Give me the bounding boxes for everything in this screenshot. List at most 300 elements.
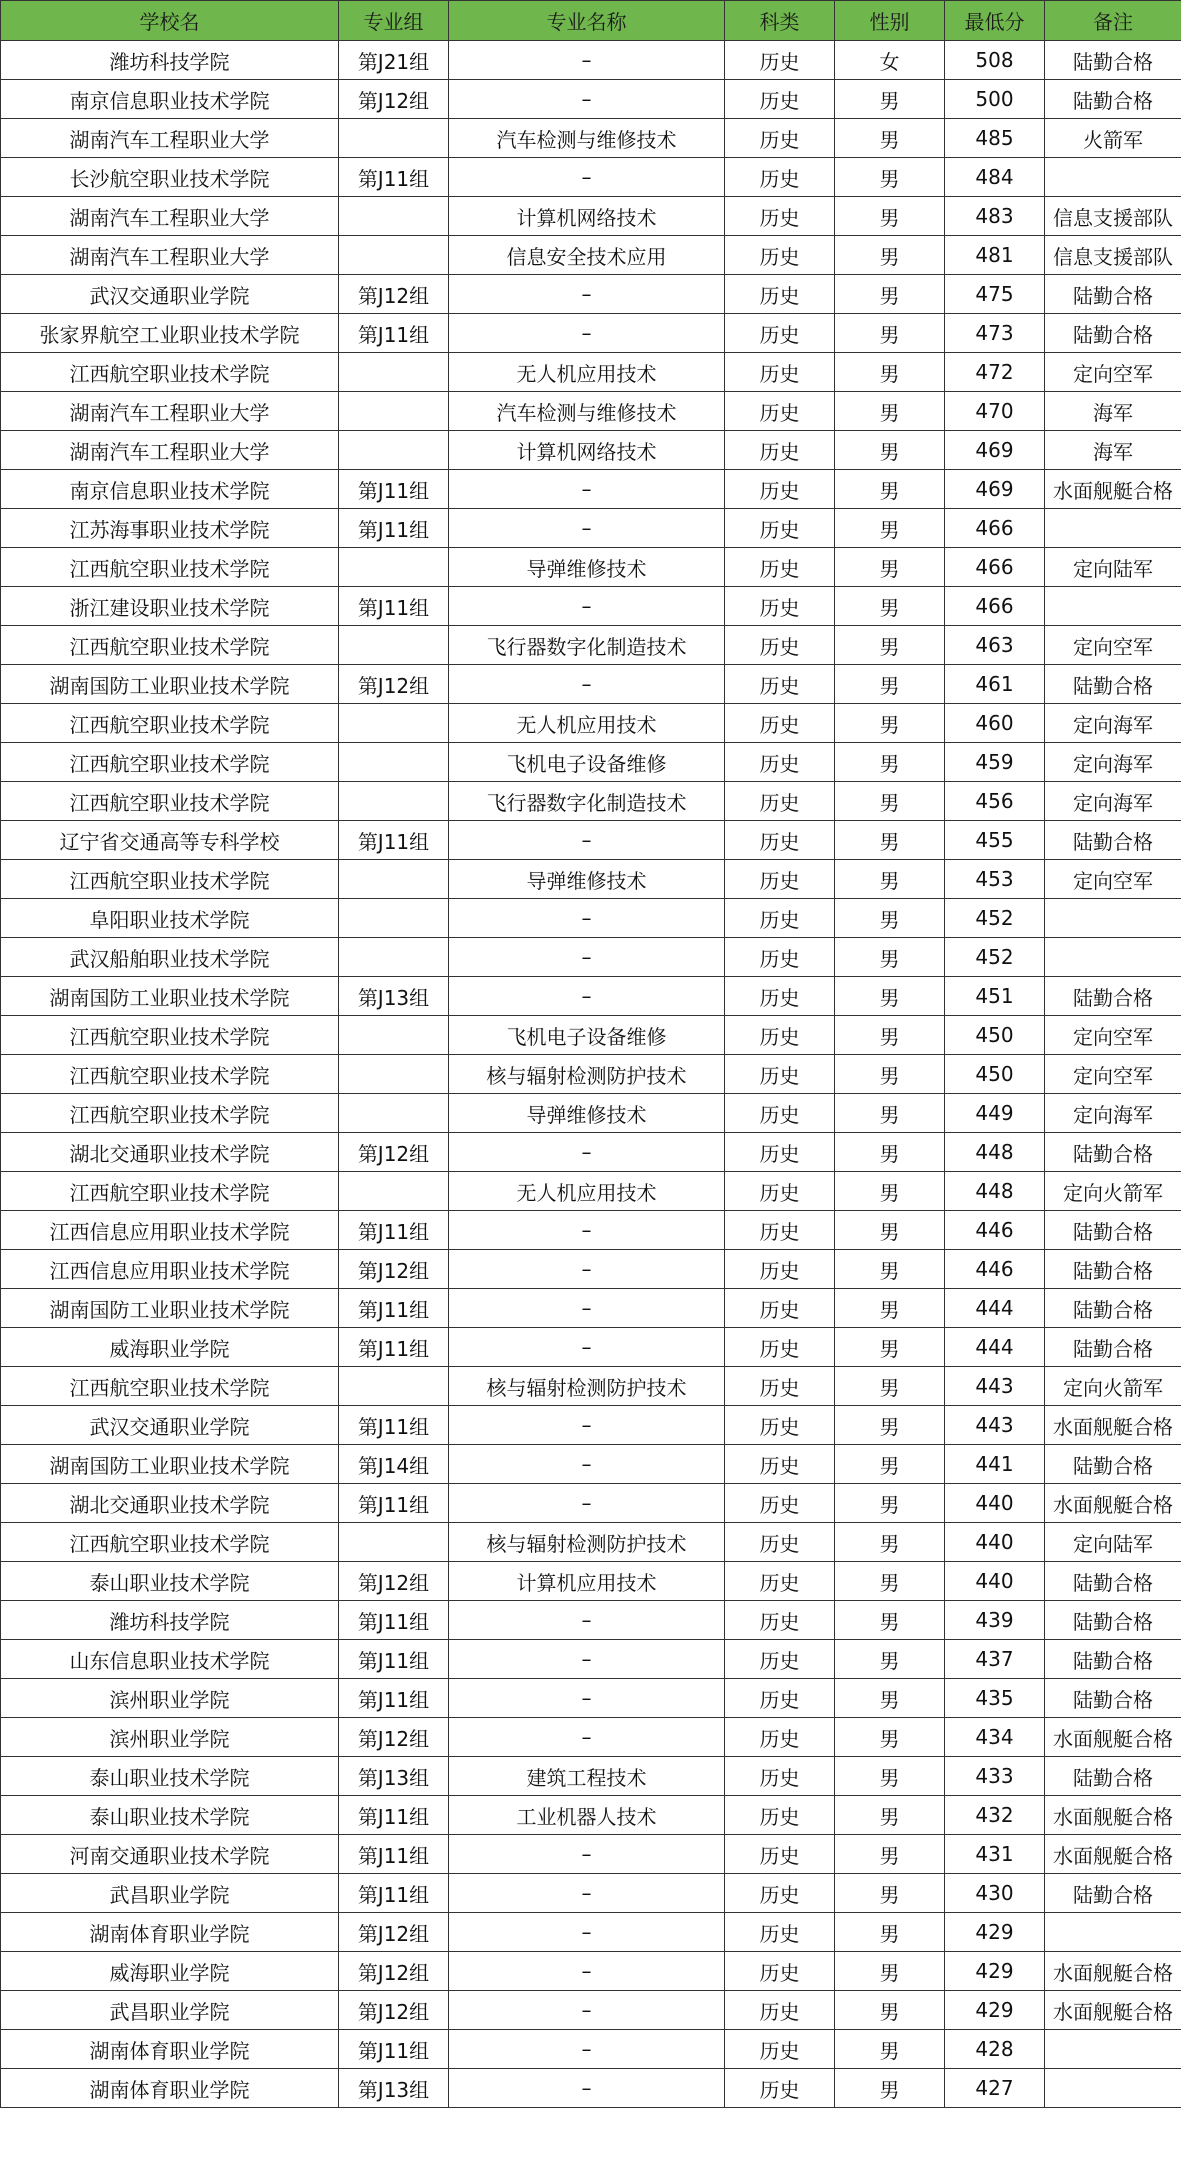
cell-min-score: 483 (945, 197, 1045, 236)
cell-major-name: – (449, 665, 725, 704)
cell-major-group: 第J11组 (339, 1406, 449, 1445)
cell-major-name: – (449, 938, 725, 977)
cell-subject: 历史 (725, 665, 835, 704)
cell-subject: 历史 (725, 392, 835, 431)
cell-subject: 历史 (725, 1328, 835, 1367)
header-school: 学校名 (1, 1, 339, 41)
table-row (1, 431, 1181, 470)
table-row (1, 587, 1181, 626)
cell-min-score: 472 (945, 353, 1045, 392)
header-gender: 性别 (835, 1, 945, 41)
cell-school: 泰山职业技术学院 (1, 1562, 339, 1601)
cell-min-score: 446 (945, 1250, 1045, 1289)
table-row (1, 899, 1181, 938)
cell-major-group: 第J11组 (339, 821, 449, 860)
cell-min-score: 449 (945, 1094, 1045, 1133)
cell-remarks: 定向空军 (1045, 860, 1181, 899)
cell-school: 湖南国防工业职业技术学院 (1, 1445, 339, 1484)
cell-school: 山东信息职业技术学院 (1, 1640, 339, 1679)
cell-gender: 男 (835, 431, 945, 470)
table-row (1, 1094, 1181, 1133)
cell-school: 河南交通职业技术学院 (1, 1835, 339, 1874)
cell-remarks: 水面舰艇合格 (1045, 1406, 1181, 1445)
cell-min-score: 434 (945, 1718, 1045, 1757)
cell-major-name: – (449, 41, 725, 80)
cell-gender: 男 (835, 1484, 945, 1523)
header-remarks: 备注 (1045, 1, 1181, 41)
cell-gender: 女 (835, 41, 945, 80)
cell-major-name: – (449, 1874, 725, 1913)
cell-major-name: – (449, 1250, 725, 1289)
cell-gender: 男 (835, 821, 945, 860)
table-row (1, 509, 1181, 548)
cell-gender: 男 (835, 353, 945, 392)
cell-remarks: 陆勤合格 (1045, 275, 1181, 314)
cell-school: 长沙航空职业技术学院 (1, 158, 339, 197)
cell-school: 江西航空职业技术学院 (1, 860, 339, 899)
table-row (1, 1445, 1181, 1484)
cell-min-score: 466 (945, 548, 1045, 587)
cell-remarks: 水面舰艇合格 (1045, 1991, 1181, 2030)
cell-major-group: 第J11组 (339, 587, 449, 626)
cell-min-score: 484 (945, 158, 1045, 197)
cell-subject: 历史 (725, 509, 835, 548)
cell-min-score: 439 (945, 1601, 1045, 1640)
cell-school: 湖南体育职业学院 (1, 2069, 339, 2108)
cell-gender: 男 (835, 119, 945, 158)
cell-school: 辽宁省交通高等专科学校 (1, 821, 339, 860)
cell-gender: 男 (835, 860, 945, 899)
cell-school: 湖南汽车工程职业大学 (1, 392, 339, 431)
table-row (1, 236, 1181, 275)
cell-major-group (339, 1055, 449, 1094)
cell-gender: 男 (835, 626, 945, 665)
cell-major-name: – (449, 1991, 725, 2030)
table-row (1, 1133, 1181, 1172)
cell-min-score: 448 (945, 1172, 1045, 1211)
cell-gender: 男 (835, 1679, 945, 1718)
cell-remarks: 水面舰艇合格 (1045, 470, 1181, 509)
cell-major-group: 第J12组 (339, 1952, 449, 1991)
cell-remarks: 陆勤合格 (1045, 1445, 1181, 1484)
cell-major-name: 飞机电子设备维修 (449, 743, 725, 782)
table-row (1, 1991, 1181, 2030)
cell-major-group: 第J11组 (339, 1601, 449, 1640)
cell-min-score: 430 (945, 1874, 1045, 1913)
cell-major-name: – (449, 2030, 725, 2069)
cell-major-group: 第J11组 (339, 1874, 449, 1913)
table-row (1, 821, 1181, 860)
cell-major-group: 第J11组 (339, 1211, 449, 1250)
cell-subject: 历史 (725, 1211, 835, 1250)
table-row (1, 1640, 1181, 1679)
cell-major-group (339, 704, 449, 743)
cell-school: 江西航空职业技术学院 (1, 1172, 339, 1211)
cell-major-group (339, 1523, 449, 1562)
cell-gender: 男 (835, 1094, 945, 1133)
cell-gender: 男 (835, 2030, 945, 2069)
cell-remarks: 定向陆军 (1045, 548, 1181, 587)
cell-min-score: 456 (945, 782, 1045, 821)
cell-major-group: 第J12组 (339, 1913, 449, 1952)
cell-gender: 男 (835, 470, 945, 509)
cell-subject: 历史 (725, 1523, 835, 1562)
cell-school: 湖北交通职业技术学院 (1, 1133, 339, 1172)
cell-subject: 历史 (725, 548, 835, 587)
table-row (1, 392, 1181, 431)
cell-major-name: – (449, 899, 725, 938)
cell-gender: 男 (835, 1874, 945, 1913)
cell-subject: 历史 (725, 1133, 835, 1172)
cell-remarks: 定向海军 (1045, 782, 1181, 821)
cell-subject: 历史 (725, 1952, 835, 1991)
cell-major-group: 第J12组 (339, 80, 449, 119)
cell-subject: 历史 (725, 782, 835, 821)
cell-major-name: – (449, 1328, 725, 1367)
cell-remarks: 火箭军 (1045, 119, 1181, 158)
cell-major-name: 飞行器数字化制造技术 (449, 626, 725, 665)
cell-remarks (1045, 587, 1181, 626)
cell-major-name: 核与辐射检测防护技术 (449, 1523, 725, 1562)
cell-min-score: 444 (945, 1328, 1045, 1367)
cell-school: 江西信息应用职业技术学院 (1, 1211, 339, 1250)
cell-school: 武昌职业学院 (1, 1991, 339, 2030)
cell-gender: 男 (835, 509, 945, 548)
cell-major-name: 飞机电子设备维修 (449, 1016, 725, 1055)
table-row (1, 743, 1181, 782)
table-row (1, 704, 1181, 743)
cell-major-name: – (449, 1211, 725, 1250)
cell-major-group (339, 1094, 449, 1133)
cell-gender: 男 (835, 1328, 945, 1367)
table-row (1, 1250, 1181, 1289)
cell-major-group (339, 431, 449, 470)
cell-gender: 男 (835, 548, 945, 587)
cell-major-group: 第J13组 (339, 1757, 449, 1796)
cell-school: 湖南国防工业职业技术学院 (1, 665, 339, 704)
cell-gender: 男 (835, 197, 945, 236)
cell-subject: 历史 (725, 860, 835, 899)
cell-min-score: 448 (945, 1133, 1045, 1172)
cell-major-name: 计算机网络技术 (449, 197, 725, 236)
cell-major-group: 第J12组 (339, 1133, 449, 1172)
cell-school: 南京信息职业技术学院 (1, 80, 339, 119)
cell-remarks: 陆勤合格 (1045, 1601, 1181, 1640)
cell-subject: 历史 (725, 743, 835, 782)
cell-remarks (1045, 509, 1181, 548)
cell-subject: 历史 (725, 1874, 835, 1913)
cell-remarks (1045, 1913, 1181, 1952)
cell-school: 南京信息职业技术学院 (1, 470, 339, 509)
cell-major-group: 第J12组 (339, 665, 449, 704)
table-row (1, 1757, 1181, 1796)
cell-subject: 历史 (725, 1601, 835, 1640)
cell-school: 湖北交通职业技术学院 (1, 1484, 339, 1523)
cell-school: 湖南汽车工程职业大学 (1, 197, 339, 236)
table-row (1, 1835, 1181, 1874)
cell-min-score: 455 (945, 821, 1045, 860)
cell-gender: 男 (835, 1445, 945, 1484)
cell-gender: 男 (835, 743, 945, 782)
cell-major-name: 无人机应用技术 (449, 353, 725, 392)
cell-gender: 男 (835, 938, 945, 977)
cell-major-group (339, 938, 449, 977)
cell-school: 湖南汽车工程职业大学 (1, 236, 339, 275)
cell-school: 江西航空职业技术学院 (1, 1523, 339, 1562)
cell-major-name: 导弹维修技术 (449, 1094, 725, 1133)
cell-remarks: 陆勤合格 (1045, 1562, 1181, 1601)
cell-major-name: – (449, 1484, 725, 1523)
table-row (1, 41, 1181, 80)
cell-min-score: 429 (945, 1991, 1045, 2030)
cell-school: 滨州职业学院 (1, 1679, 339, 1718)
cell-major-group: 第J21组 (339, 41, 449, 80)
cell-major-name: 飞行器数字化制造技术 (449, 782, 725, 821)
cell-min-score: 452 (945, 938, 1045, 977)
cell-subject: 历史 (725, 1406, 835, 1445)
cell-remarks: 陆勤合格 (1045, 977, 1181, 1016)
table-row (1, 1601, 1181, 1640)
table-row (1, 1796, 1181, 1835)
table-row (1, 1913, 1181, 1952)
cell-major-group: 第J13组 (339, 2069, 449, 2108)
cell-remarks: 陆勤合格 (1045, 1874, 1181, 1913)
cell-remarks (1045, 158, 1181, 197)
cell-school: 潍坊科技学院 (1, 41, 339, 80)
cell-major-name: 信息安全技术应用 (449, 236, 725, 275)
cell-school: 江西航空职业技术学院 (1, 353, 339, 392)
cell-subject: 历史 (725, 1991, 835, 2030)
cell-subject: 历史 (725, 236, 835, 275)
cell-major-group: 第J11组 (339, 1835, 449, 1874)
cell-subject: 历史 (725, 1016, 835, 1055)
cell-major-group (339, 548, 449, 587)
cell-subject: 历史 (725, 2069, 835, 2108)
cell-min-score: 508 (945, 41, 1045, 80)
cell-gender: 男 (835, 782, 945, 821)
cell-min-score: 451 (945, 977, 1045, 1016)
cell-min-score: 463 (945, 626, 1045, 665)
cell-major-group (339, 236, 449, 275)
cell-gender: 男 (835, 158, 945, 197)
cell-gender: 男 (835, 1289, 945, 1328)
cell-min-score: 453 (945, 860, 1045, 899)
cell-remarks (1045, 2030, 1181, 2069)
cell-remarks: 陆勤合格 (1045, 314, 1181, 353)
cell-min-score: 459 (945, 743, 1045, 782)
cell-remarks: 海军 (1045, 431, 1181, 470)
cell-school: 江西航空职业技术学院 (1, 1055, 339, 1094)
cell-major-name: – (449, 314, 725, 353)
cell-min-score: 435 (945, 1679, 1045, 1718)
table-row (1, 1016, 1181, 1055)
cell-subject: 历史 (725, 821, 835, 860)
cell-gender: 男 (835, 1991, 945, 2030)
cell-subject: 历史 (725, 1796, 835, 1835)
table-row (1, 1562, 1181, 1601)
table-row (1, 158, 1181, 197)
cell-subject: 历史 (725, 1367, 835, 1406)
cell-school: 潍坊科技学院 (1, 1601, 339, 1640)
cell-major-group (339, 860, 449, 899)
cell-subject: 历史 (725, 158, 835, 197)
cell-school: 湖南汽车工程职业大学 (1, 119, 339, 158)
cell-min-score: 450 (945, 1016, 1045, 1055)
cell-subject: 历史 (725, 1250, 835, 1289)
cell-major-group (339, 899, 449, 938)
table-row (1, 938, 1181, 977)
cell-min-score: 431 (945, 1835, 1045, 1874)
cell-remarks: 陆勤合格 (1045, 41, 1181, 80)
cell-major-name: – (449, 1640, 725, 1679)
cell-gender: 男 (835, 1172, 945, 1211)
header-subject: 科类 (725, 1, 835, 41)
cell-school: 武汉船舶职业技术学院 (1, 938, 339, 977)
table-row (1, 275, 1181, 314)
cell-major-name: – (449, 2069, 725, 2108)
table-header-row (1, 1, 1181, 41)
cell-min-score: 440 (945, 1562, 1045, 1601)
cell-remarks: 水面舰艇合格 (1045, 1484, 1181, 1523)
cell-major-name: – (449, 821, 725, 860)
table-row (1, 626, 1181, 665)
cell-major-group: 第J11组 (339, 2030, 449, 2069)
table-row (1, 119, 1181, 158)
header-major-group: 专业组 (339, 1, 449, 41)
cell-min-score: 441 (945, 1445, 1045, 1484)
cell-major-group: 第J11组 (339, 1328, 449, 1367)
cell-min-score: 443 (945, 1406, 1045, 1445)
cell-subject: 历史 (725, 1640, 835, 1679)
cell-school: 威海职业学院 (1, 1328, 339, 1367)
cell-gender: 男 (835, 1523, 945, 1562)
cell-major-name: – (449, 1406, 725, 1445)
cell-min-score: 429 (945, 1952, 1045, 1991)
cell-gender: 男 (835, 1133, 945, 1172)
cell-remarks: 陆勤合格 (1045, 1211, 1181, 1250)
cell-min-score: 427 (945, 2069, 1045, 2108)
cell-subject: 历史 (725, 2030, 835, 2069)
cell-subject: 历史 (725, 1757, 835, 1796)
cell-school: 江西航空职业技术学院 (1, 704, 339, 743)
cell-major-group (339, 743, 449, 782)
cell-min-score: 461 (945, 665, 1045, 704)
cell-gender: 男 (835, 1835, 945, 1874)
table-row (1, 1055, 1181, 1094)
cell-remarks: 陆勤合格 (1045, 1289, 1181, 1328)
cell-remarks: 水面舰艇合格 (1045, 1796, 1181, 1835)
cell-major-group (339, 1367, 449, 1406)
cell-gender: 男 (835, 1718, 945, 1757)
cell-major-name: 无人机应用技术 (449, 704, 725, 743)
cell-remarks (1045, 2069, 1181, 2108)
cell-min-score: 460 (945, 704, 1045, 743)
cell-school: 威海职业学院 (1, 1952, 339, 1991)
cell-major-group: 第J12组 (339, 275, 449, 314)
cell-remarks: 定向空军 (1045, 626, 1181, 665)
cell-major-group: 第J11组 (339, 1640, 449, 1679)
cell-school: 江西信息应用职业技术学院 (1, 1250, 339, 1289)
table-row (1, 1172, 1181, 1211)
cell-major-group (339, 197, 449, 236)
cell-min-score: 432 (945, 1796, 1045, 1835)
cell-gender: 男 (835, 899, 945, 938)
table-row (1, 1523, 1181, 1562)
cell-gender: 男 (835, 665, 945, 704)
cell-major-group: 第J11组 (339, 1484, 449, 1523)
cell-major-name: – (449, 977, 725, 1016)
cell-gender: 男 (835, 1211, 945, 1250)
cell-major-name: 导弹维修技术 (449, 860, 725, 899)
cell-school: 江西航空职业技术学院 (1, 548, 339, 587)
cell-subject: 历史 (725, 587, 835, 626)
table-row (1, 1952, 1181, 1991)
table-row (1, 860, 1181, 899)
cell-major-name: 计算机网络技术 (449, 431, 725, 470)
cell-gender: 男 (835, 1640, 945, 1679)
cell-min-score: 444 (945, 1289, 1045, 1328)
table-row (1, 2069, 1181, 2108)
cell-major-group: 第J12组 (339, 1991, 449, 2030)
cell-subject: 历史 (725, 314, 835, 353)
cell-gender: 男 (835, 392, 945, 431)
cell-min-score: 466 (945, 509, 1045, 548)
cell-major-group: 第J11组 (339, 314, 449, 353)
cell-gender: 男 (835, 1055, 945, 1094)
cell-school: 浙江建设职业技术学院 (1, 587, 339, 626)
cell-gender: 男 (835, 1601, 945, 1640)
cell-min-score: 470 (945, 392, 1045, 431)
cell-major-name: – (449, 1679, 725, 1718)
cell-subject: 历史 (725, 1679, 835, 1718)
table-row (1, 197, 1181, 236)
cell-major-group (339, 782, 449, 821)
cell-school: 武昌职业学院 (1, 1874, 339, 1913)
cell-gender: 男 (835, 977, 945, 1016)
cell-remarks: 定向火箭军 (1045, 1172, 1181, 1211)
cell-subject: 历史 (725, 1289, 835, 1328)
cell-major-name: – (449, 1718, 725, 1757)
cell-subject: 历史 (725, 1835, 835, 1874)
cell-subject: 历史 (725, 197, 835, 236)
cell-gender: 男 (835, 275, 945, 314)
cell-school: 泰山职业技术学院 (1, 1796, 339, 1835)
header-major-name: 专业名称 (449, 1, 725, 41)
cell-school: 江西航空职业技术学院 (1, 1367, 339, 1406)
table-row (1, 1289, 1181, 1328)
cell-subject: 历史 (725, 1913, 835, 1952)
cell-school: 湖南体育职业学院 (1, 2030, 339, 2069)
cell-min-score: 469 (945, 470, 1045, 509)
cell-remarks: 陆勤合格 (1045, 1757, 1181, 1796)
cell-major-group: 第J13组 (339, 977, 449, 1016)
cell-gender: 男 (835, 587, 945, 626)
cell-school: 江西航空职业技术学院 (1, 1016, 339, 1055)
cell-school: 阜阳职业技术学院 (1, 899, 339, 938)
cell-school: 泰山职业技术学院 (1, 1757, 339, 1796)
cell-remarks: 定向海军 (1045, 704, 1181, 743)
cell-major-group: 第J14组 (339, 1445, 449, 1484)
cell-school: 湖南国防工业职业技术学院 (1, 977, 339, 1016)
cell-min-score: 475 (945, 275, 1045, 314)
cell-min-score: 440 (945, 1523, 1045, 1562)
cell-gender: 男 (835, 80, 945, 119)
cell-remarks: 定向海军 (1045, 743, 1181, 782)
cell-remarks: 定向海军 (1045, 1094, 1181, 1133)
cell-major-name: 计算机应用技术 (449, 1562, 725, 1601)
cell-school: 江西航空职业技术学院 (1, 1094, 339, 1133)
table-row (1, 314, 1181, 353)
